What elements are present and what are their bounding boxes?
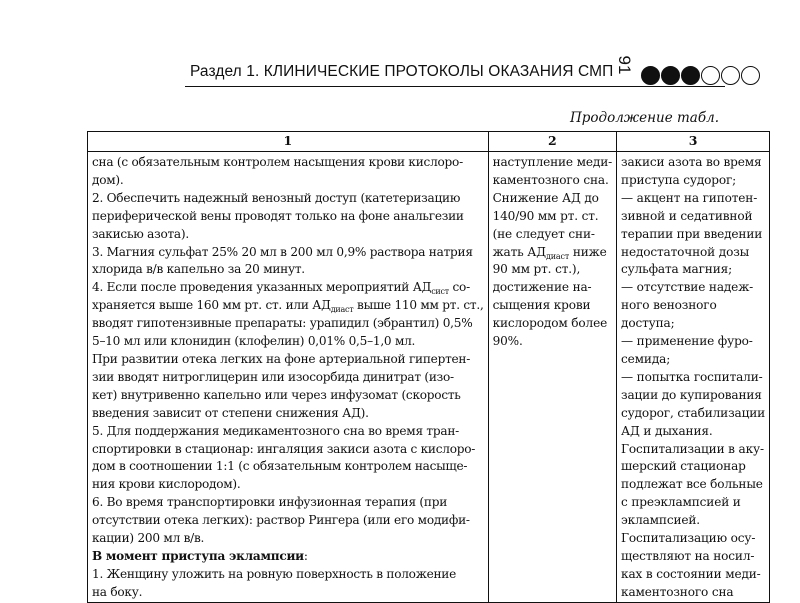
progress-dot-filled xyxy=(641,66,660,85)
text-line: на боку. xyxy=(92,584,143,599)
text-line: закиси азота во время xyxy=(621,155,762,169)
text-line: зации до купирования xyxy=(621,387,762,402)
table-header-row xyxy=(88,132,770,152)
text-line: зии вводят нитроглицерин или изосорбида динитрат (изо- xyxy=(92,369,454,384)
text-line: 6. Во время транспортировки инфузионная терапия (при xyxy=(92,495,448,510)
text-fragment: со- xyxy=(448,280,470,295)
text-line: шерский стационар xyxy=(621,459,746,474)
page-number: 91 xyxy=(615,55,634,75)
text-line: приступа судорог; xyxy=(621,172,737,187)
text-line: ществляют на носил- xyxy=(621,548,755,563)
text-line: судорог, стабилизации xyxy=(621,405,766,420)
text-line: — попытка госпитали- xyxy=(621,369,763,384)
text-fragment: 4. Если после проведения указанных мероприятий АД xyxy=(92,280,432,295)
text-line: (не следует сни- xyxy=(492,226,595,241)
text-fragment: храняется выше 160 мм рт. ст. или АД xyxy=(92,298,331,313)
text-line: АД и дыхания. xyxy=(621,423,713,438)
cell-expected-result xyxy=(488,152,616,603)
text-line: дом в соотношении 1:1 (с обязательным контролем насыще- xyxy=(92,459,468,474)
text-line: хлорида в/в капельно за 20 минут. xyxy=(92,262,305,277)
text-line xyxy=(92,548,484,566)
header-divider xyxy=(185,86,725,87)
text-line: каментозного сна. xyxy=(492,172,609,187)
text-line: ках в состоянии меди- xyxy=(621,566,761,581)
text-line: эклампсией. xyxy=(621,513,700,528)
text-line: — отсутствие надеж- xyxy=(621,280,754,295)
text-line: периферической вены проводят только на фоне анальгезии xyxy=(92,208,464,223)
text-line: спортировки в стационар: ингаляция закиси азота с кислоро- xyxy=(92,441,476,456)
section-title: Раздел 1. КЛИНИЧЕСКИЕ ПРОТОКОЛЫ ОКАЗАНИЯ СМП xyxy=(190,63,614,80)
text-line: 5–10 мл или клонидин (клофелин) 0,01% 0,5–1,0 мл. xyxy=(92,334,416,349)
text-line: 140/90 мм рт. ст. xyxy=(492,208,599,223)
column-header-1: 1 xyxy=(88,132,489,152)
text-line: доступа; xyxy=(621,316,675,331)
text-line: введения зависит от степени снижения АД). xyxy=(92,405,369,420)
progress-dot-filled xyxy=(681,66,700,85)
text-line: семида; xyxy=(621,351,671,366)
text-fragment: выше 110 мм рт. ст., xyxy=(353,298,484,313)
text-line: подлежат все больные xyxy=(621,477,763,492)
text-line: закисью азота). xyxy=(92,226,189,241)
text-line: дом). xyxy=(92,172,124,187)
subscript: диаст xyxy=(545,251,570,261)
text-line: 5. Для поддержания медикаментозного сна во время тран- xyxy=(92,423,459,438)
text-line: каментозного сна xyxy=(621,584,734,599)
text-line: — акцент на гипотен- xyxy=(621,190,758,205)
table-continuation-label: Продолжение табл. xyxy=(569,110,719,126)
text-line: 90 мм рт. ст.), xyxy=(492,262,581,277)
eclampsia-heading: В момент приступа эклампсии xyxy=(92,548,304,563)
text-line: кет) внутривенно капельно или через инфузомат (скорость xyxy=(92,387,461,402)
text-fragment: жать АД xyxy=(492,244,546,259)
text-line: отсутствии отека легких): раствор Рингера (или его модифи- xyxy=(92,513,470,528)
text-line: 1. Женщину уложить на ровную поверхность в положение xyxy=(92,566,457,581)
text-line: кислородом более xyxy=(492,316,608,331)
column-header-2: 2 xyxy=(488,132,616,152)
text-line: 3. Магния сульфат 25% 20 мл в 200 мл 0,9% раствора натрия xyxy=(92,244,473,259)
progress-dot-empty xyxy=(701,66,720,85)
text-line: сыщения крови xyxy=(492,298,591,313)
column-header-3: 3 xyxy=(617,132,770,152)
text-line: — применение фуро- xyxy=(621,334,753,349)
text-fragment: : xyxy=(303,548,308,563)
text-line: недостаточной дозы xyxy=(621,244,750,259)
text-line xyxy=(493,244,612,262)
cell-measures xyxy=(88,152,489,603)
section-progress-dots xyxy=(641,66,760,85)
progress-dot-filled xyxy=(661,66,680,85)
text-line: 90%. xyxy=(492,334,523,349)
subscript: диаст xyxy=(330,305,354,315)
protocol-table xyxy=(87,131,770,603)
text-line: сна (с обязательным контролем насыщения крови кислоро- xyxy=(92,155,463,169)
text-line: ния крови кислородом). xyxy=(92,477,241,492)
progress-dot-empty xyxy=(721,66,740,85)
text-line: сульфата магния; xyxy=(621,262,733,277)
text-line: терапии при введении xyxy=(621,226,763,241)
text-line: Госпитализацию осу- xyxy=(621,531,756,546)
text-line: Госпитализации в аку- xyxy=(621,441,764,456)
text-line: достижение на- xyxy=(492,280,592,295)
subscript: сист xyxy=(431,287,449,297)
text-line xyxy=(92,297,484,315)
text-line xyxy=(92,279,484,297)
table-row xyxy=(88,152,770,603)
text-fragment: ниже xyxy=(569,244,607,259)
text-line: вводят гипотензивные препараты: урапидил (эбрантил) 0,5% xyxy=(92,316,473,331)
text-line: Снижение АД до xyxy=(492,190,599,205)
progress-dot-empty xyxy=(741,66,760,85)
text-line: При развитии отека легких на фоне артериальной гипертен- xyxy=(92,351,471,366)
text-line: с преэклампсией и xyxy=(621,495,741,510)
cell-errors xyxy=(617,152,770,603)
text-line: ного венозного xyxy=(621,298,717,313)
text-line: наступление меди- xyxy=(492,155,613,169)
text-line: 2. Обеспечить надежный венозный доступ (катетеризацию xyxy=(92,190,461,205)
text-line: кации) 200 мл в/в. xyxy=(92,531,205,546)
text-line: зивной и седативной xyxy=(621,208,753,223)
